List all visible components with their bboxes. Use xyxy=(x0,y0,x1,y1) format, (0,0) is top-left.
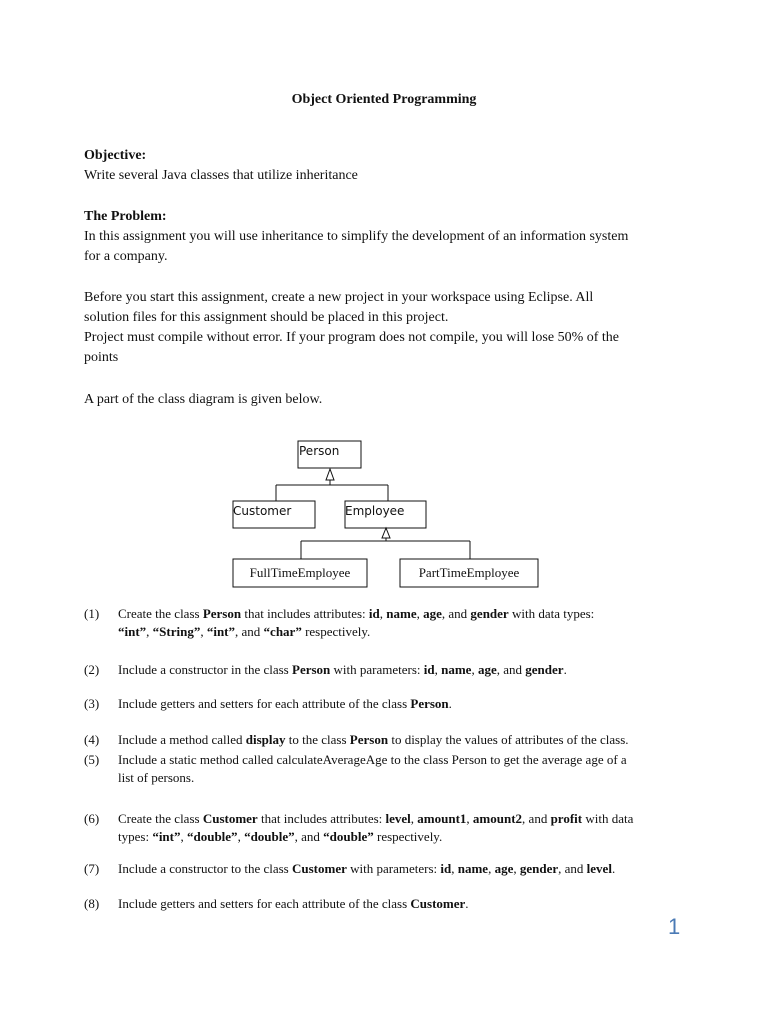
document-title: Object Oriented Programming xyxy=(291,92,477,107)
list-item-number: (6) xyxy=(84,811,100,826)
problem-text-line1: In this assignment you will use inheritance to simplify the development of an information system xyxy=(84,229,629,244)
list-item-text: Create the class Person that includes attributes: id, name, age, and gender with data types: “int”, “String”, “int”, and “char” respectively. xyxy=(118,606,595,639)
objective-text: Write several Java classes that utilize inheritance xyxy=(84,168,358,183)
problem-heading: The Problem: xyxy=(84,209,167,224)
list-item xyxy=(84,860,684,880)
list-item-number: (2) xyxy=(84,662,100,677)
list-item xyxy=(84,751,684,791)
list-item xyxy=(84,895,684,915)
class-diagram xyxy=(0,430,768,590)
setup-line1: Before you start this assignment, create a new project in your workspace using Eclipse. All xyxy=(84,290,594,305)
list-item-number: (3) xyxy=(84,696,100,711)
list-item-text: Include a constructor in the class Person with parameters: id, name, age, and gender. xyxy=(118,662,567,677)
list-item-text: Include a constructor to the class Customer with parameters: id, name, age, gender, and level. xyxy=(118,861,616,876)
problem-section xyxy=(84,207,684,267)
person-inheritance-arrow-icon xyxy=(326,469,334,480)
objective-section xyxy=(84,146,684,186)
list-item-text: Include getters and setters for each attribute of the class Customer. xyxy=(118,896,469,911)
employee-label: Employee xyxy=(345,504,405,518)
list-item-text: Create the class Customer that includes attributes: level, amount1, amount2, and profit with data types: “int”, “double”, “double”, and “double” respectively. xyxy=(118,811,634,844)
list-item-number: (4) xyxy=(84,732,100,747)
problem-text-line2: for a company. xyxy=(84,249,168,264)
list-item-number: (8) xyxy=(84,896,100,911)
list-item xyxy=(84,661,684,681)
list-item-text: Include a static method called calculateAverageAge to the class Person to get the average age of a list of persons. xyxy=(118,752,627,785)
list-item xyxy=(84,605,684,645)
diagram-intro: A part of the class diagram is given below. xyxy=(84,392,323,407)
list-item-number: (7) xyxy=(84,861,100,876)
setup-line4: points xyxy=(84,350,119,365)
page-number: 1 xyxy=(668,914,681,939)
list-item xyxy=(84,695,684,715)
list-item-text: Include getters and setters for each attribute of the class Person. xyxy=(118,696,452,711)
setup-line3: Project must compile without error. If your program does not compile, you will lose 50% of the xyxy=(84,330,620,345)
customer-label: Customer xyxy=(233,504,292,518)
person-label: Person xyxy=(299,444,340,458)
list-item-number: (5) xyxy=(84,752,100,767)
objective-heading: Objective: xyxy=(84,148,147,163)
setup-section xyxy=(84,288,684,368)
list-item xyxy=(84,731,684,751)
setup-line2: solution files for this assignment should be placed in this project. xyxy=(84,310,449,325)
parttime-employee-label: PartTimeEmployee xyxy=(418,565,520,580)
fulltime-employee-label: FullTimeEmployee xyxy=(249,565,351,580)
list-item xyxy=(84,810,684,850)
employee-inheritance-arrow-icon xyxy=(382,528,390,538)
list-item-text: Include a method called display to the class Person to display the values of attributes of the class. xyxy=(118,732,629,747)
list-item-number: (1) xyxy=(84,606,100,621)
